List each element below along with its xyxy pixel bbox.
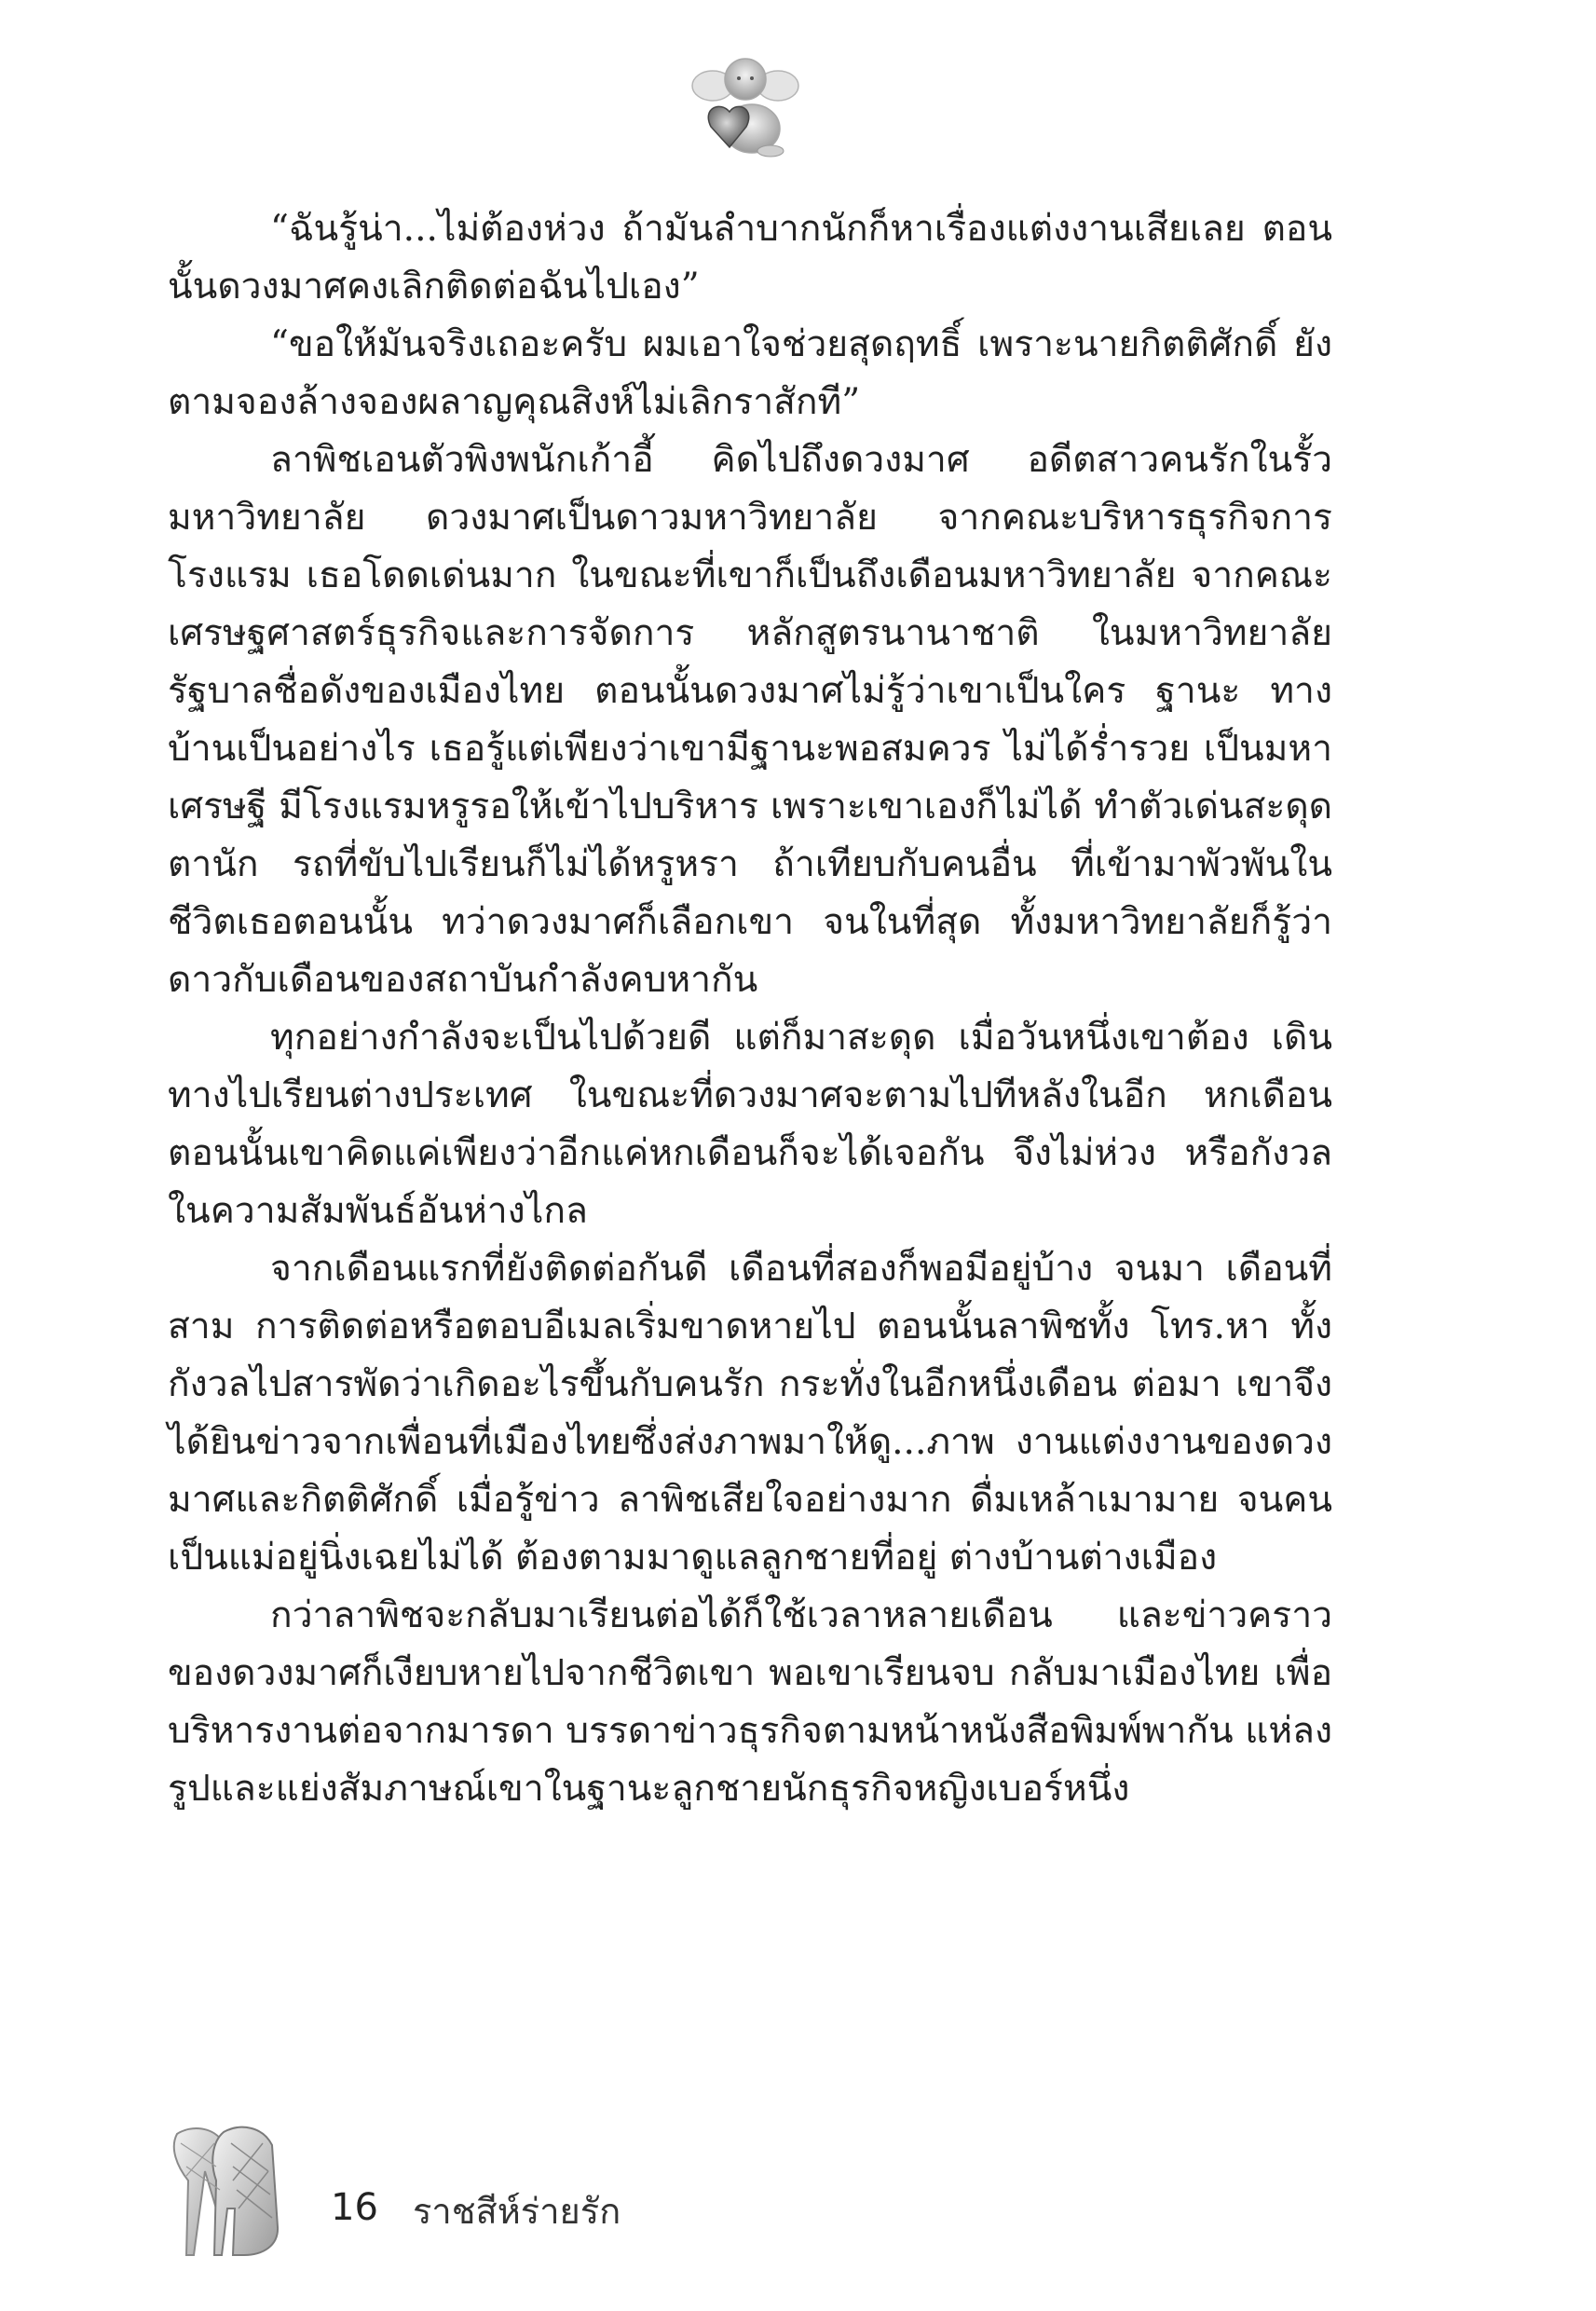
paragraph: กว่าลาพิชจะกลับมาเรียนต่อได้ก็ใช้เวลาหลายเดือน และข่าวคราว ของดวงมาศก็เงียบหายไปจากชีวิตเขา พอเขาเรียนจบ กลับมาเมืองไทย เพื่อบริหารงานต่อจากมารดา บรรดาข่าวธุรกิจตามหน้าหนังสือพิมพ์พากัน แห่ลงรูปและแย่งสัมภาษณ์เขาในฐานะลูกชายนักธุรกิจหญิงเบอร์หนึ่ง	[168, 1594, 1332, 1810]
page-number: 16	[331, 2186, 378, 2229]
book-title: ราชสีห์ร่ายรัก	[413, 2191, 621, 2232]
high-heel-shoe-icon	[158, 2115, 298, 2264]
paragraph: “ฉันรู้น่า...ไม่ต้องห่วง ถ้ามันลำบากนักก็หาเรื่องแต่งงานเสียเลย ตอนนั้นดวงมาศคงเลิกติดต่อฉันไปเอง”	[168, 208, 1332, 308]
story-text	[168, 200, 1332, 1818]
paragraph: ลาพิชเอนตัวพิงพนักเก้าอี้ คิดไปถึงดวงมาศ อดีตสาวคนรักในรั้ว มหาวิทยาลัย ดวงมาศเป็นดาวมหาวิทยาลัย จากคณะบริหารธุรกิจการ โรงแรม เธอโดดเด่นมาก ในขณะที่เขาก็เป็นถึงเดือนมหาวิทยาลัย จากคณะ เศรษฐศาสตร์ธุรกิจและการจัดการ หลักสูตรนานาชาติ ในมหาวิทยาลัย รัฐบาลชื่อดังของเมืองไทย ตอนนั้นดวงมาศไม่รู้ว่าเขาเป็นใคร ฐานะ ทางบ้านเป็นอย่างไร เธอรู้แต่เพียงว่าเขามีฐานะพอสมควร ไม่ได้ร่ำรวย เป็นมหาเศรษฐี มีโรงแรมหรูรอให้เข้าไปบริหาร เพราะเขาเองก็ไม่ได้ ทำตัวเด่นสะดุดตานัก รถที่ขับไปเรียนก็ไม่ได้หรูหรา ถ้าเทียบกับคนอื่น ที่เข้ามาพัวพันในชีวิตเธอตอนนั้น ทว่าดวงมาศก็เลือกเขา จนในที่สุด ทั้งมหาวิทยาลัยก็รู้ว่าดาวกับเดือนของสถาบันกำลังคบหากัน	[168, 439, 1332, 1001]
paragraph: “ขอให้มันจริงเถอะครับ ผมเอาใจช่วยสุดฤทธิ์ เพราะนายกิตติศักดิ์ ยังตามจองล้างจองผลาญคุณสิงห์ไม่เลิกราสักที”	[168, 323, 1332, 423]
cupid-with-heart-icon	[685, 47, 806, 168]
page-footer	[149, 2115, 801, 2264]
paragraph: ทุกอย่างกำลังจะเป็นไปด้วยดี แต่ก็มาสะดุด เมื่อวันหนึ่งเขาต้อง เดินทางไปเรียนต่างประเทศ ในขณะที่ดวงมาศจะตามไปทีหลังในอีก หกเดือน ตอนนั้นเขาคิดแค่เพียงว่าอีกแค่หกเดือนก็จะได้เจอกัน จึงไม่ห่วง หรือกังวลในความสัมพันธ์อันห่างไกล	[168, 1017, 1332, 1232]
paragraph: จากเดือนแรกที่ยังติดต่อกันดี เดือนที่สองก็พอมีอยู่บ้าง จนมา เดือนที่สาม การติดต่อหรือตอบอีเมลเริ่มขาดหายไป ตอนนั้นลาพิชทั้ง โทร.หา ทั้งกังวลไปสารพัดว่าเกิดอะไรขึ้นกับคนรัก กระทั่งในอีกหนึ่งเดือน ต่อมา เขาจึงได้ยินข่าวจากเพื่อนที่เมืองไทยซึ่งส่งภาพมาให้ดู...ภาพ งานแต่งงานของดวงมาศและกิตติศักดิ์ เมื่อรู้ข่าว ลาพิชเสียใจอย่างมาก ดื่มเหล้าเมามาย จนคนเป็นแม่อยู่นิ่งเฉยไม่ได้ ต้องตามมาดูแลลูกชายที่อยู่ ต่างบ้านต่างเมือง	[168, 1248, 1332, 1579]
